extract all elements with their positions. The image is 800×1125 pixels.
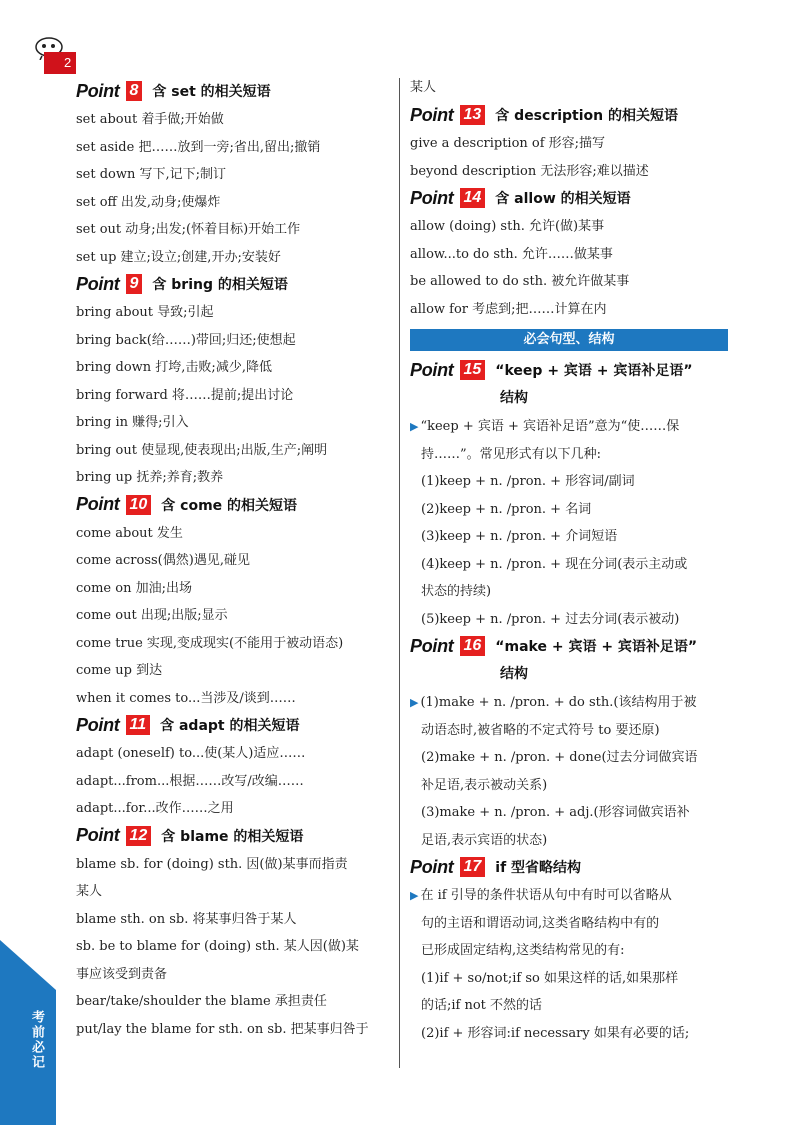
point-12-heading [76, 823, 392, 849]
phrase-line: come up 到达 [76, 663, 163, 678]
phrase-line: (5)keep + n. /pron. + 过去分词(表示被动) [421, 611, 680, 627]
left-column [76, 78, 392, 1043]
point-label: Point [410, 359, 454, 380]
point-title-continued: 结构 [500, 666, 528, 682]
phrase-line: (3)make + n. /pron. + adj.(形容词做宾语补 [421, 805, 690, 820]
phrase-text: (1)make + n. /pron. + do sth.(该结构用于被 [420, 695, 697, 710]
phrase-line: beyond description 无法形容;难以描述 [410, 163, 649, 179]
point-label: Point [410, 104, 454, 125]
phrase-text: “keep + 宾语 + 宾语补足语”意为“使……保 [420, 419, 680, 434]
phrase-line: bring out 使显现,使表现出;出版,生产;阐明 [76, 442, 328, 458]
point-title: 含 bring 的相关短语 [152, 277, 288, 293]
side-tab-label: 考前必记 [29, 1010, 44, 1070]
phrase-line: when it comes to...当涉及/谈到…… [76, 690, 296, 706]
point-number: 9 [126, 274, 143, 294]
point-title-continued: 结构 [500, 390, 528, 406]
phrase-line: 句的主语和谓语动词,这类省略结构中有的 [421, 915, 660, 931]
phrase-line: 某人 [76, 884, 103, 899]
phrase-line: set out 动身;出发;(怀着目标)开始工作 [76, 222, 301, 237]
triangle-bullet-icon: ▶ [410, 889, 419, 902]
page-number: 2 [44, 52, 76, 74]
phrase-line: allow...to do sth. 允许……做某事 [410, 246, 613, 262]
triangle-bullet-icon: ▶ [410, 696, 419, 709]
point-label: Point [76, 273, 120, 294]
point-17-heading [410, 854, 728, 880]
right-column [410, 78, 728, 1047]
phrase-line: come across(偶然)遇见,碰见 [76, 553, 250, 568]
point-10-heading [76, 492, 392, 518]
phrase-line: 某人 [410, 80, 437, 95]
point-label: Point [410, 635, 454, 656]
phrase-line [410, 413, 728, 441]
point-label: Point [76, 714, 120, 735]
point-label: Point [76, 80, 120, 101]
phrase-line: set up 建立;设立;创建,开办;安装好 [76, 249, 281, 265]
phrase-line: set down 写下,记下;制订 [76, 167, 227, 182]
phrase-line: bring up 抚养;养育;教养 [76, 470, 224, 485]
triangle-bullet-icon: ▶ [410, 420, 419, 433]
phrase-line: (4)keep + n. /pron. + 现在分词(表示主动或 [421, 556, 688, 572]
phrase-line: adapt...from...根据……改写/改编…… [76, 773, 304, 789]
point-title: “make + 宾语 + 宾语补足语” [495, 639, 698, 655]
point-number: 10 [126, 495, 152, 515]
phrase-line: bring forward 将……提前;提出讨论 [76, 387, 294, 403]
point-number: 14 [460, 188, 486, 208]
point-8-heading [76, 78, 392, 104]
point-title: if 型省略结构 [495, 860, 582, 876]
phrase-line: give a description of 形容;描写 [410, 136, 606, 151]
phrase-line: (1)keep + n. /pron. + 形容词/副词 [421, 474, 635, 489]
phrase-line: bring back(给……)带回;归还;使想起 [76, 332, 296, 348]
point-label: Point [410, 187, 454, 208]
point-title: “keep + 宾语 + 宾语补足语” [495, 363, 693, 379]
point-label: Point [76, 494, 120, 514]
point-label: Point [76, 825, 120, 845]
phrase-line: come on 加油;出场 [76, 580, 192, 596]
phrase-line: sb. be to blame for (doing) sth. 某人因(做)某 [76, 939, 359, 954]
phrase-line [410, 882, 728, 910]
phrase-line: adapt...for...改作……之用 [76, 801, 234, 816]
point-16-heading [410, 633, 728, 659]
point-title: 含 set 的相关短语 [152, 84, 271, 100]
point-title: 含 adapt 的相关短语 [160, 718, 300, 734]
point-title: 含 come 的相关短语 [161, 497, 298, 514]
phrase-line: bring about 导致;引起 [76, 305, 214, 320]
phrase-line: (3)keep + n. /pron. + 介词短语 [421, 529, 618, 544]
column-divider [399, 78, 400, 1068]
point-number: 16 [460, 636, 486, 656]
phrase-line: allow (doing) sth. 允许(做)某事 [410, 219, 605, 234]
phrase-line: be allowed to do sth. 被允许做某事 [410, 274, 630, 289]
phrase-line: blame sth. on sb. 将某事归咎于某人 [76, 911, 297, 927]
phrase-line: (2)if + 形容词:if necessary 如果有必要的话; [421, 1025, 690, 1041]
phrase-line: allow for 考虑到;把……计算在内 [410, 301, 607, 317]
phrase-line: blame sb. for (doing) sth. 因(做)某事而指责 [76, 856, 348, 872]
phrase-line: bring down 打垮,击败;减少,降低 [76, 360, 272, 375]
phrase-line: 已形成固定结构,这类结构常见的有: [421, 943, 625, 958]
phrase-line: 足语,表示宾语的状态) [421, 832, 548, 848]
phrase-line: 补足语,表示被动关系) [421, 777, 548, 793]
point-number: 13 [460, 105, 486, 125]
phrase-line [410, 689, 728, 717]
phrase-line: bear/take/shoulder the blame 承担责任 [76, 994, 327, 1009]
phrase-line: (2)keep + n. /pron. + 名词 [421, 501, 592, 517]
point-13-heading [410, 102, 728, 128]
point-14-heading [410, 185, 728, 211]
phrase-line: come about 发生 [76, 525, 183, 541]
phrase-line: 状态的持续) [421, 584, 492, 599]
point-number: 15 [460, 360, 486, 380]
point-number: 8 [126, 81, 143, 101]
phrase-line: come true 实现,变成现实(不能用于被动语态) [76, 635, 344, 651]
point-9-heading [76, 271, 392, 297]
phrase-line: set about 着手做;开始做 [76, 112, 224, 127]
point-title: 含 allow 的相关短语 [495, 191, 631, 207]
phrase-text: 在 if 引导的条件状语从句中有时可以省略从 [420, 888, 672, 903]
phrase-line: 的话;if not 不然的话 [421, 998, 543, 1013]
point-11-heading [76, 712, 392, 738]
phrase-line: 事应该受到责备 [76, 966, 168, 982]
phrase-line: bring in 赚得;引入 [76, 415, 189, 430]
phrase-line: 动语态时,被省略的不定式符号 to 要还原) [421, 722, 660, 738]
phrase-line: (2)make + n. /pron. + done(过去分词做宾语 [421, 750, 698, 765]
phrase-line: set aside 把……放到一旁;省出,留出;撤销 [76, 139, 321, 155]
point-title: 含 description 的相关短语 [495, 108, 678, 124]
point-15-heading [410, 357, 728, 383]
point-title: 含 blame 的相关短语 [161, 828, 304, 845]
point-label: Point [410, 856, 454, 877]
phrase-line: (1)if + so/not;if so 如果这样的话,如果那样 [421, 970, 679, 986]
section-banner: 必会句型、结构 [410, 329, 728, 351]
point-number: 12 [126, 826, 152, 846]
phrase-line: 持……”。常见形式有以下几种: [421, 446, 602, 462]
phrase-line: come out 出现;出版;显示 [76, 608, 228, 623]
phrase-line: put/lay the blame for sth. on sb. 把某事归咎于 [76, 1021, 369, 1037]
phrase-line: set off 出发,动身;使爆炸 [76, 194, 221, 210]
point-number: 17 [460, 857, 486, 877]
point-number: 11 [126, 715, 151, 735]
phrase-line: adapt (oneself) to...使(某人)适应…… [76, 746, 306, 761]
